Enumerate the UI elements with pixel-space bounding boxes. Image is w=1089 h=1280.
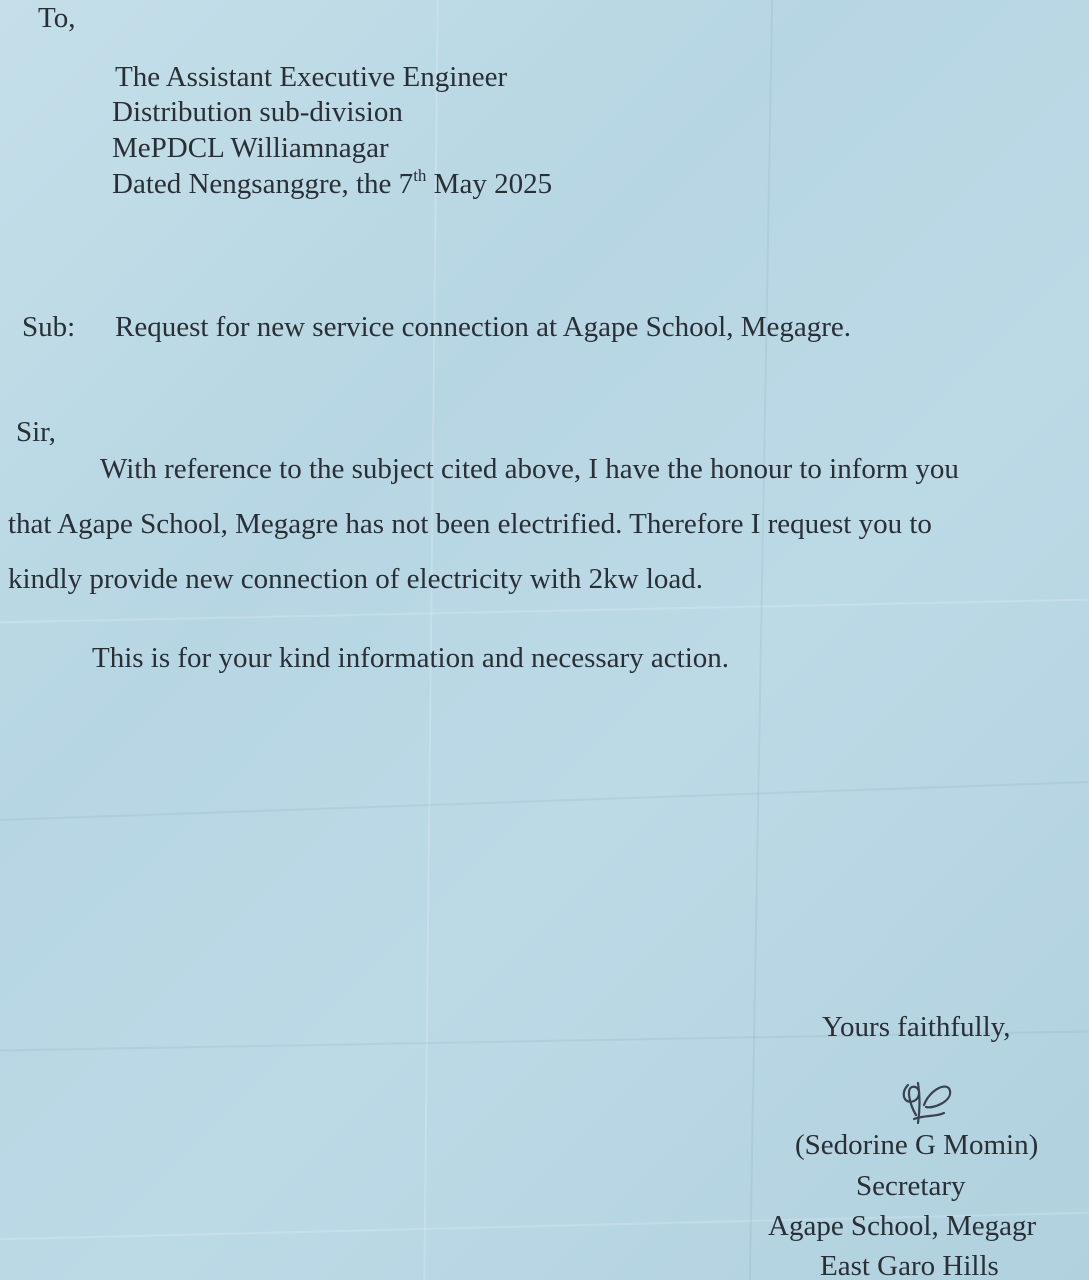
letter-date [112,166,553,200]
closing: Yours faithfully, [822,1011,1011,1043]
letter-to: To, [38,2,76,34]
body-paragraph-2: This is for your kind information and necessary action. [92,642,730,674]
date-suffix: May 2025 [426,168,553,200]
body-line-2: that Agape School, Megagre has not been electrified. Therefore I request you to [8,508,932,540]
recipient-line-2: Distribution sub-division [112,96,403,128]
body-line-1-text: With reference to the subject cited above, I have the honour to inform you [100,453,959,485]
recipient-line-3: MePDCL Williamnagar [112,132,389,164]
signatory-organization: Agape School, Megagr [768,1210,1037,1242]
paper-crease [749,0,773,1280]
signatory-name: (Sedorine G Momin) [795,1129,1039,1161]
date-superscript: th [413,166,427,185]
handwritten-signature [890,1075,970,1135]
subject-text: Request for new service connection at Agape School, Megagre. [115,311,852,343]
signatory-district: East Garo Hills [820,1250,999,1280]
subject-label: Sub: [22,311,76,343]
date-prefix: Dated Nengsanggre, the 7 [112,168,414,200]
salutation: Sir, [16,416,56,448]
recipient-line-1: The Assistant Executive Engineer [115,61,508,93]
body-line-1 [8,442,1078,497]
body-line-3: kindly provide new connection of electricity with 2kw load. [8,563,704,595]
signatory-title: Secretary [856,1170,966,1202]
body-paragraph-1 [8,442,1078,607]
paper-crease [0,781,1088,821]
